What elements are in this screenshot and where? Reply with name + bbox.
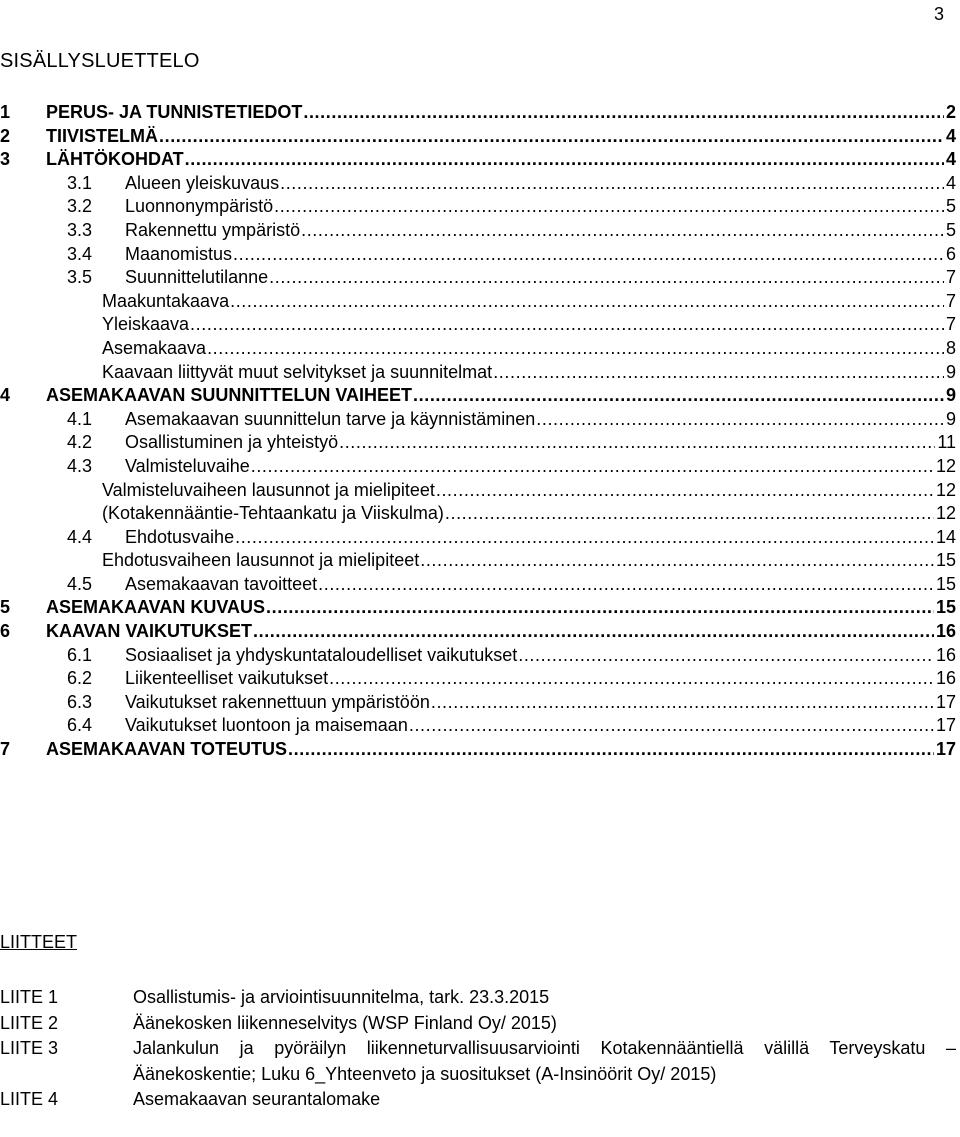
appendix-list bbox=[0, 985, 960, 1113]
toc-entry-page: 15 bbox=[934, 573, 956, 597]
toc-entry-title: Asemakaavan suunnittelun tarve ja käynnistäminen bbox=[125, 408, 536, 432]
toc-dot-leader bbox=[413, 384, 944, 408]
toc-entry-title: Alueen yleiskuvaus bbox=[125, 172, 280, 196]
toc-dot-leader bbox=[536, 408, 944, 432]
toc-entry-number: 6.4 bbox=[67, 715, 93, 736]
toc-entry-page: 4 bbox=[944, 172, 956, 196]
toc-entry-title: Ehdotusvaiheen lausunnot ja mielipiteet bbox=[102, 549, 420, 573]
toc-entry-title: Asemakaava bbox=[102, 337, 207, 361]
toc-entry-number: 4 bbox=[0, 385, 11, 406]
toc-entry[interactable] bbox=[0, 431, 956, 455]
toc-entry[interactable] bbox=[0, 125, 956, 149]
toc-entry-page: 15 bbox=[934, 596, 956, 620]
toc-dot-leader bbox=[190, 313, 944, 337]
toc-entry[interactable] bbox=[0, 172, 956, 196]
toc-entry-number: 3 bbox=[0, 149, 11, 170]
toc-entry[interactable] bbox=[0, 526, 956, 550]
toc-entry[interactable] bbox=[0, 408, 956, 432]
toc-entry-title: Rakennettu ympäristö bbox=[125, 219, 301, 243]
toc-dot-leader bbox=[159, 125, 944, 149]
toc-entry[interactable] bbox=[0, 101, 956, 125]
toc-entry-page: 12 bbox=[934, 455, 956, 479]
toc-entry-page: 6 bbox=[944, 243, 956, 267]
appendix-item bbox=[0, 1036, 960, 1087]
toc-entry-page: 9 bbox=[944, 361, 956, 385]
toc-entry-number: 6.1 bbox=[67, 644, 93, 665]
toc-dot-leader bbox=[445, 502, 934, 526]
toc-entry-page: 7 bbox=[944, 290, 956, 314]
toc-entry-page: 7 bbox=[944, 266, 956, 290]
toc-entry[interactable] bbox=[0, 714, 956, 738]
toc-dot-leader bbox=[339, 431, 935, 455]
appendix-item bbox=[0, 1087, 960, 1113]
toc-entry-page: 15 bbox=[934, 549, 956, 573]
toc-entry[interactable] bbox=[0, 502, 956, 526]
toc-entry-page: 16 bbox=[934, 620, 956, 644]
toc-entry-number: 3.3 bbox=[67, 219, 93, 240]
toc-entry-page: 5 bbox=[944, 219, 956, 243]
toc-entry-title: ASEMAKAAVAN KUVAUS bbox=[46, 596, 266, 620]
toc-entry[interactable] bbox=[0, 195, 956, 219]
toc-entry[interactable] bbox=[0, 691, 956, 715]
toc-entry-title: Suunnittelutilanne bbox=[125, 266, 269, 290]
toc-dot-leader bbox=[266, 596, 934, 620]
toc-entry[interactable] bbox=[0, 455, 956, 479]
appendix-label: LIITE 2 bbox=[0, 1012, 59, 1033]
toc-entry-title: TIIVISTELMÄ bbox=[46, 125, 159, 149]
toc-entry-title: Valmisteluvaihe bbox=[125, 455, 251, 479]
toc-entry-title: ASEMAKAAVAN SUUNNITTELUN VAIHEET bbox=[46, 384, 413, 408]
toc-dot-leader bbox=[251, 455, 934, 479]
toc-entry[interactable] bbox=[0, 596, 956, 620]
toc-entry-page: 4 bbox=[944, 148, 956, 172]
toc-entry-page: 9 bbox=[944, 408, 956, 432]
toc-entry-page: 17 bbox=[934, 738, 956, 762]
toc-entry-title: ASEMAKAAVAN TOTEUTUS bbox=[46, 738, 288, 762]
toc-entry-page: 9 bbox=[944, 384, 956, 408]
toc-entry-number: 3.5 bbox=[67, 267, 93, 288]
toc-dot-leader bbox=[409, 714, 934, 738]
appendix-label: LIITE 4 bbox=[0, 1089, 59, 1109]
toc-entry-number: 4.4 bbox=[67, 526, 93, 547]
toc-dot-leader bbox=[288, 738, 934, 762]
toc-entry-title: Kaavaan liittyvät muut selvitykset ja suunnitelmat bbox=[102, 361, 493, 385]
toc-entry-page: 14 bbox=[934, 526, 956, 550]
toc-dot-leader bbox=[318, 573, 934, 597]
toc-entry[interactable] bbox=[0, 290, 956, 314]
toc-dot-leader bbox=[431, 691, 934, 715]
toc-entry[interactable] bbox=[0, 361, 956, 385]
toc-entry-title: Maakuntakaava bbox=[102, 290, 230, 314]
toc-dot-leader bbox=[436, 479, 934, 503]
toc-entry-title: LÄHTÖKOHDAT bbox=[46, 148, 185, 172]
toc-entry-title: (Kotakennääntie-Tehtaankatu ja Viiskulma) bbox=[102, 502, 445, 526]
appendix-description: Osallistumis- ja arviointisuunnitelma, tark. 23.3.2015 bbox=[133, 987, 550, 1007]
toc-dot-leader bbox=[230, 290, 944, 314]
toc-entry[interactable] bbox=[0, 549, 956, 573]
toc-entry-number: 3.1 bbox=[67, 172, 93, 193]
toc-entry-title: Valmisteluvaiheen lausunnot ja mielipiteet bbox=[102, 479, 436, 503]
toc-entry-number: 4.3 bbox=[67, 455, 93, 476]
toc-entry-number: 4.2 bbox=[67, 432, 93, 453]
toc-entry[interactable] bbox=[0, 667, 956, 691]
toc-dot-leader bbox=[518, 644, 934, 668]
toc-entry[interactable] bbox=[0, 243, 956, 267]
toc-entry[interactable] bbox=[0, 148, 956, 172]
toc-entry-page: 7 bbox=[944, 313, 956, 337]
toc-entry[interactable] bbox=[0, 384, 956, 408]
toc-entry-title: Vaikutukset luontoon ja maisemaan bbox=[125, 714, 409, 738]
toc-entry-page: 8 bbox=[944, 337, 956, 361]
appendix-description: Äänekosken liikenneselvitys (WSP Finland Oy/ 2015) bbox=[133, 1012, 557, 1033]
toc-entry-title: Ehdotusvaihe bbox=[125, 526, 235, 550]
table-of-contents bbox=[0, 101, 956, 762]
toc-dot-leader bbox=[303, 101, 944, 125]
appendix-item bbox=[0, 1011, 960, 1037]
toc-entry-page: 17 bbox=[934, 714, 956, 738]
toc-dot-leader bbox=[185, 148, 944, 172]
toc-entry-title: Luonnonympäristö bbox=[125, 195, 274, 219]
toc-entry-page: 5 bbox=[944, 195, 956, 219]
toc-entry-number: 2 bbox=[0, 125, 11, 146]
appendix-label: LIITE 3 bbox=[0, 1038, 59, 1058]
toc-entry[interactable] bbox=[0, 313, 956, 337]
toc-entry-number: 3.2 bbox=[67, 196, 93, 217]
toc-entry[interactable] bbox=[0, 573, 956, 597]
toc-entry[interactable] bbox=[0, 644, 956, 668]
toc-entry-title: Yleiskaava bbox=[102, 313, 190, 337]
toc-entry-number: 5 bbox=[0, 597, 11, 618]
toc-entry[interactable] bbox=[0, 738, 956, 762]
toc-entry-number: 6.3 bbox=[67, 691, 93, 712]
toc-entry-title: Liikenteelliset vaikutukset bbox=[125, 667, 329, 691]
toc-dot-leader bbox=[301, 219, 944, 243]
toc-dot-leader bbox=[329, 667, 934, 691]
appendix-item bbox=[0, 985, 960, 1011]
toc-dot-leader bbox=[493, 361, 944, 385]
appendix-description: Asemakaavan seurantalomake bbox=[133, 1089, 381, 1109]
toc-entry-page: 4 bbox=[944, 125, 956, 149]
toc-entry-page: 12 bbox=[934, 479, 956, 503]
toc-entry-number: 3.4 bbox=[67, 243, 93, 264]
toc-entry-title: Sosiaaliset ja yhdyskuntataloudelliset vaikutukset bbox=[125, 644, 518, 668]
toc-entry[interactable] bbox=[0, 219, 956, 243]
toc-entry-page: 16 bbox=[934, 667, 956, 691]
toc-entry-title: PERUS- JA TUNNISTETIEDOT bbox=[46, 101, 303, 125]
appendix-title: LIITTEET bbox=[0, 932, 78, 952]
toc-entry[interactable] bbox=[0, 620, 956, 644]
toc-entry-number: 4.1 bbox=[67, 408, 93, 429]
toc-entry-title: Asemakaavan tavoitteet bbox=[125, 573, 318, 597]
toc-entry-page: 2 bbox=[944, 101, 956, 125]
toc-dot-leader bbox=[420, 549, 934, 573]
toc-entry-number: 6 bbox=[0, 621, 11, 642]
toc-entry-page: 11 bbox=[935, 431, 956, 455]
toc-dot-leader bbox=[235, 526, 934, 550]
toc-entry-number: 1 bbox=[0, 102, 11, 122]
toc-entry-page: 16 bbox=[934, 644, 956, 668]
toc-entry[interactable] bbox=[0, 479, 956, 503]
toc-entry-number: 6.2 bbox=[67, 668, 93, 689]
toc-entry-number: 7 bbox=[0, 739, 11, 760]
toc-entry-title: Maanomistus bbox=[125, 243, 233, 267]
toc-entry-page: 12 bbox=[934, 502, 956, 526]
toc-entry-title: Osallistuminen ja yhteistyö bbox=[125, 431, 339, 455]
toc-title: SISÄLLYSLUETTELO bbox=[0, 50, 200, 72]
page-number: 3 bbox=[933, 4, 944, 24]
toc-entry-number: 4.5 bbox=[67, 573, 93, 594]
toc-entry-page: 17 bbox=[934, 691, 956, 715]
toc-dot-leader bbox=[253, 620, 934, 644]
toc-entry[interactable] bbox=[0, 337, 956, 361]
toc-dot-leader bbox=[269, 266, 944, 290]
toc-entry-title: Vaikutukset rakennettuun ympäristöön bbox=[125, 691, 431, 715]
toc-entry[interactable] bbox=[0, 266, 956, 290]
toc-dot-leader bbox=[280, 172, 944, 196]
toc-entry-title: KAAVAN VAIKUTUKSET bbox=[46, 620, 253, 644]
appendix-label: LIITE 1 bbox=[0, 987, 59, 1007]
appendix-description: Jalankulun ja pyöräilyn liikenneturvallisuusarviointi Kotakennääntiellä välillä Terveyskatu – Äänekoskentie; Luku 6_Yhteenveto ja suositukset (A-Insinöörit Oy/ 2015) bbox=[133, 1038, 956, 1084]
toc-dot-leader bbox=[233, 243, 944, 267]
toc-dot-leader bbox=[207, 337, 944, 361]
toc-dot-leader bbox=[274, 195, 944, 219]
